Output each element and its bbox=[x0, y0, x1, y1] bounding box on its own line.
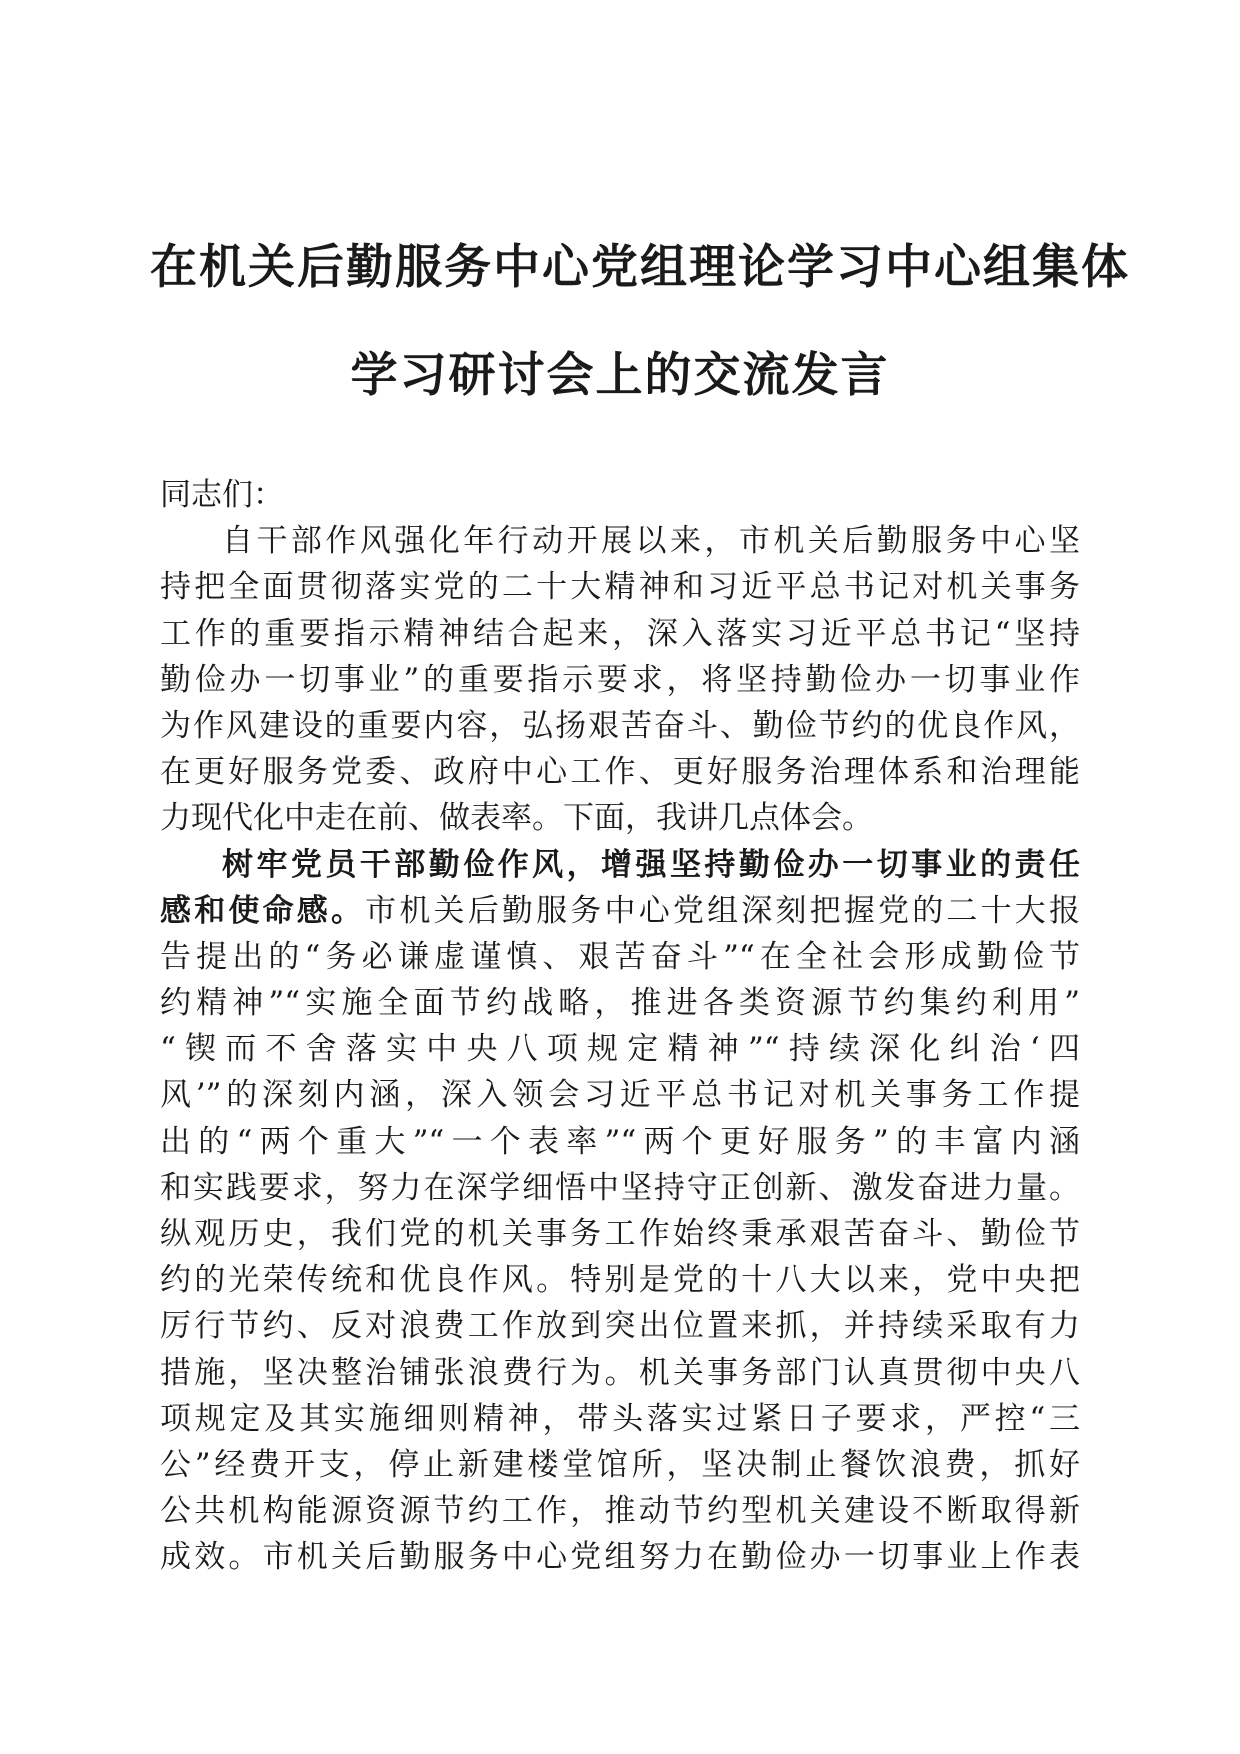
paragraph-2-line: 公共机构能源资源节约工作，推动节约型机关建设不断取得新 bbox=[160, 1493, 1080, 1530]
paragraph-2-line: 约精神”“实施全面节约战略，推进各类资源节约集约利用” bbox=[160, 985, 1080, 1022]
paragraph-1-line: 自干部作风强化年行动开展以来，市机关后勤服务中心坚 bbox=[222, 523, 1080, 560]
paragraph-2-line: 成效。市机关后勤服务中心党组努力在勤俭办一切事业上作表 bbox=[160, 1539, 1080, 1576]
paragraph-2-line: 厉行节约、反对浪费工作放到突出位置来抓，并持续采取有力 bbox=[160, 1308, 1080, 1345]
paragraph-2-line: 约的光荣传统和优良作风。特别是党的十八大以来，党中央把 bbox=[160, 1262, 1080, 1299]
paragraph-2-line: 项规定及其实施细则精神，带头落实过紧日子要求，严控“三 bbox=[160, 1400, 1080, 1437]
paragraph-2-line: 风’”的深刻内涵，深入领会习近平总书记对机关事务工作提 bbox=[160, 1077, 1080, 1114]
paragraph-1-line: 在更好服务党委、政府中心工作、更好服务治理体系和治理能 bbox=[160, 754, 1080, 791]
salutation: 同志们： bbox=[160, 477, 284, 513]
paragraph-2-line: 措施，坚决整治铺张浪费行为。机关事务部门认真贯彻中央八 bbox=[160, 1354, 1080, 1391]
paragraph-2-line: 公”经费开支，停止新建楼堂馆所，坚决制止餐饮浪费，抓好 bbox=[160, 1446, 1080, 1483]
paragraph-2-line: 和实践要求，努力在深学细悟中坚持守正创新、激发奋进力量。 bbox=[160, 1169, 1080, 1206]
paragraph-1-line: 力现代化中走在前、做表率。下面，我讲几点体会。 bbox=[160, 800, 873, 837]
paragraph-1-line: 为作风建设的重要内容，弘扬艰苦奋斗、勤俭节约的优良作风， bbox=[160, 707, 1080, 744]
paragraph-2-line: 纵观历史，我们党的机关事务工作始终秉承艰苦奋斗、勤俭节 bbox=[160, 1216, 1080, 1252]
section-heading-line-2: 感和使命感。 bbox=[160, 892, 366, 929]
paragraph-1-line: 持把全面贯彻落实党的二十大精神和习近平总书记对机关事务 bbox=[160, 569, 1080, 606]
paragraph-2-first-line bbox=[160, 888, 1080, 934]
document-title-line-1: 在机关后勤服务中心党组理论学习中心组集体 bbox=[150, 240, 1130, 295]
paragraph-2-line: 出的“两个重大”“一个表率”“两个更好服务”的丰富内涵 bbox=[160, 1123, 1080, 1160]
document-title-line-2: 学习研讨会上的交流发言 bbox=[350, 348, 890, 403]
paragraph-2-line: 告提出的“务必谦虚谨慎、艰苦奋斗”“在全社会形成勤俭节 bbox=[160, 938, 1080, 975]
paragraph-1-line: 工作的重要指示精神结合起来，深入落实习近平总书记“坚持 bbox=[160, 615, 1080, 652]
paragraph-2-line: “锲而不舍落实中央八项规定精神”“持续深化纠治‘四 bbox=[160, 1031, 1080, 1068]
paragraph-2-line-rest: 市机关后勤服务中心党组深刻把握党的二十大报 bbox=[365, 892, 1081, 929]
paragraph-1-line: 勤俭办一切事业”的重要指示要求，将坚持勤俭办一切事业作 bbox=[160, 661, 1080, 698]
section-heading-line-1: 树牢党员干部勤俭作风，增强坚持勤俭办一切事业的责任 bbox=[222, 846, 1080, 883]
document-body bbox=[160, 472, 1080, 1581]
